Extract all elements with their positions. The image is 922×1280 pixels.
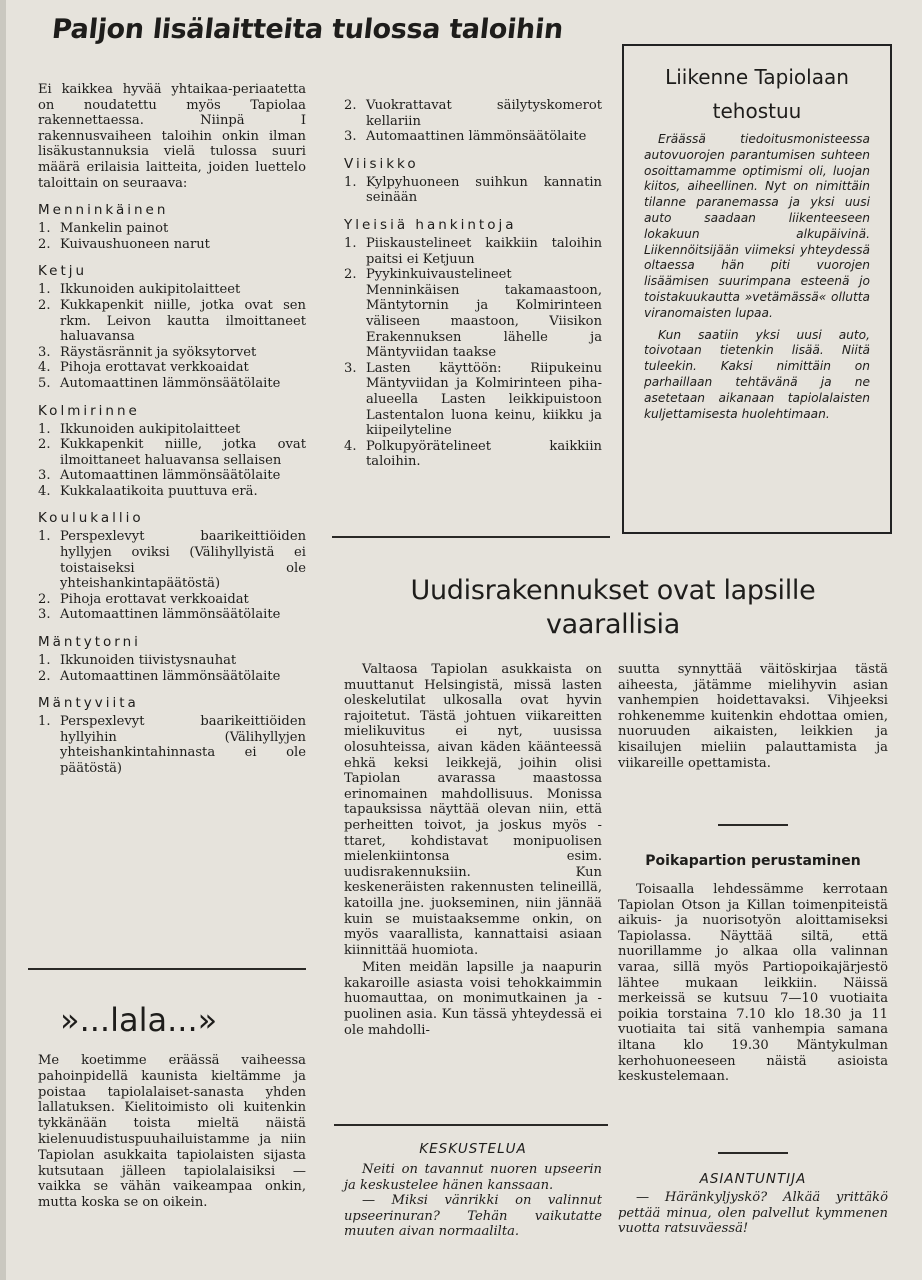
list-item-number: 2. [38,668,51,684]
list-item [38,237,306,253]
box-title-line1: Liikenne Tapiolaan [665,65,849,89]
section-list [344,236,602,470]
list-item [344,439,602,470]
section [38,201,306,252]
list-item-text: Ikkunoiden aukipitolaitteet [60,282,241,298]
middle-column-rule [332,536,610,538]
list-item [38,360,306,376]
list-item-number: 3. [38,344,51,360]
list-item-number: 4. [38,360,51,376]
article2-title-line1: Uudisrakennukset ovat lapsille [410,575,816,606]
article2-column-b [618,662,888,771]
page-edge [0,0,6,1280]
list-item-number: 2. [344,98,357,113]
list-item [38,221,306,237]
section-list [38,282,306,391]
box-title-line2: tehostuu [712,99,802,123]
list-item-text: Pyykinkuivaustelineet Menninkäisen takamaastoon, Mäntytornin ja Kolmirinteen väliseen maastoon, Viisikon Erakennuksen lähelle ja Mäntyviidan taakse [366,267,602,361]
section-title: Menninkäinen [38,202,169,219]
list-item [344,98,602,129]
list-item [38,653,306,669]
list-item [38,669,306,685]
list-item-text: Lasten käyttöön: Riipukeinu Mäntyviidan ja Kolmirinteen piha-alueella Lasten leikkipuistoon Lastentalon luona keinu, kiikku ja kiipeilyteline [366,360,602,439]
middle-column-top [344,96,602,470]
list-item [38,607,306,623]
list-item-number: 3. [38,468,51,484]
list-item-text: Pihoja erottavat verkkoaidat [60,591,249,607]
list-item-number: 1. [38,421,51,437]
article2-title-line2: vaarallisia [545,609,681,640]
list-item-text: Automaattinen lämmönsäätölaite [60,468,281,484]
list-item-number: 2. [344,267,357,283]
list-item-text: Vuokrattavat säilytyskomerot kellariin [366,98,602,129]
list-item-text: Kylpyhuoneen suihkun kannatin seinään [366,174,602,206]
lala-text: Me koetimme eräässä vaiheessa pahoinpidellä kaunista kieltämme ja poistaa tapiolalaiset-sanasta yhden lallatuksen. Kielitoimisto oli kuitenkin tykkänään toista mieltä näistä kielenuudistuspuuhailuistamme ja niin Tapiolan asukkaita tapiolaisten sijasta kutsutaan jälleen tapiolalaisiksi — vaikka se vähän vaikeampaa onkin, mutta koska se on oikein. [38,1053,306,1211]
intro-paragraph: Ei kaikkea hyvää yhtaikaa-periaatetta on noudatettu myös Tapiolaa rakennettaessa. Niinpä I rakennusvaiheen taloihin onkin ilman lisäkustannuksia vielä tulossa suuri määrä erilaisia laitteita, joiden luettelo taloittain on seuraava: [38,82,306,191]
section [38,262,306,391]
list-item-text: Kukkapenkit niille, jotka ovat ilmoittaneet haluavansa sellaisen [60,437,306,468]
list-item [38,484,306,500]
section-list [38,653,306,684]
list-item [344,175,602,206]
list-item-number: 2. [38,236,51,252]
traffic-box [622,44,892,534]
section-list [38,422,306,500]
article2-column-a [344,662,602,1038]
list-item [344,361,602,439]
scouts-text: Toisaalla lehdessämme kerrotaan Tapiolan Otson ja Killan toimenpiteistä aikuis- ja nuorisotyön aloittamiseksi Tapiolassa. Näyttää siltä, että nuorillamme jo alkaa olla valinnan varaa, sillä myös Partiopoikajärjestö lähtee mukaan leikkiin. Näissä merkeissä se kutsuu 7—10 vuotiaita poikia torstaina 7.10 klo 18.30 ja 11 vuotiaita tai sitä vanhempia samana iltana klo 19.30 Mäntykulman kerhohuoneeseen näistä asioista keskustelemaan. [618,882,888,1085]
list-item [38,437,306,468]
section-title: Ketju [38,263,88,280]
list-item-number: 1. [38,221,51,237]
list-item-number: 3. [344,360,357,376]
section-list [344,175,602,206]
list-item-number: 1. [38,714,51,730]
list-item [344,129,602,145]
list-item-text: Perspexlevyt baarikeittiöiden hyllyihin (Välihyllyjen yhteishankintahinnasta ei ole päätöstä) [60,714,306,776]
list-item-number: 4. [344,438,357,454]
short-rule-2 [718,1152,788,1154]
list-item-number: 1. [344,174,357,190]
list-item-text: Piiskaustelineet kaikkiin taloihin paitsi ei Ketjuun [366,235,602,267]
scouts-title: Poikapartion perustaminen [645,853,861,869]
list-item-text: Ikkunoiden tiivistysnauhat [60,653,237,669]
middle-continuation-list [344,98,602,145]
list-item [38,714,306,776]
list-item-number: 1. [38,529,51,545]
article2-title [330,574,896,642]
middle-sections [344,155,602,470]
list-item [344,267,602,361]
list-item-text: Automaattinen lämmönsäätölaite [60,668,281,684]
section [344,216,602,470]
keskustelua-line-2: — Miksi vänrikki on valinnut upseerinuran? Tehän vaikutatte muuten aivan normaalilta. [344,1193,602,1240]
keskustelua-title: KESKUSTELUA [419,1141,527,1157]
list-item-text: Perspexlevyt baarikeittiöiden hyllyjen oviksi (Välihyllyistä ei toistaiseksi ole yhteishankintapäätöstä) [60,529,306,592]
section [38,633,306,684]
keskustelua-box [344,1140,602,1240]
list-item-text: Pihoja erottavat verkkoaidat [60,360,249,376]
list-item-text: Polkupyörätelineet kaikkiin taloihin. [366,438,602,470]
section-title: Viisikko [344,155,419,172]
list-item-number: 2. [38,437,51,453]
list-item-number: 3. [38,607,51,623]
section [38,509,306,623]
list-item-number: 2. [38,591,51,607]
section [344,155,602,206]
list-item-text: Kukkalaatikoita puuttuva erä. [60,483,258,499]
list-item-text: Kukkapenkit niille, jotka ovat sen rkm. Leivon kautta ilmoittaneet haluavansa [60,297,306,345]
list-item-number: 2. [38,297,51,313]
box-paragraph-2: Kun saatiin yksi uusi auto, toivotaan tietenkin lisää. Niitä tuleekin. Kaksi nimittäin on parhaillaan tehtävänä ja ne asetetaan aikanaan tapiolalaisten kuljettamisesta huolehtimaan. [644,327,870,421]
list-item [38,468,306,484]
section-list [38,714,306,776]
list-item-number: 1. [38,282,51,298]
headline: Paljon lisälaitteita tulossa taloihin [50,14,565,45]
list-item-number: 4. [38,483,51,499]
section-title: Yleisiä hankintoja [344,216,517,233]
list-item-text: Kuivaushuoneen narut [60,236,210,252]
article2-paragraph-3: suutta synnyttää väitöskirjaa tästä aiheesta, jätämme mielihyvin asian vanhempien hoidettavaksi. Vihjeeksi rohkenemme kuitenkin ehdottaa omien, nuoruuden aikaisten, leikkien ja kisailujen mieliin palauttamista ja viikareille opettamista. [618,662,888,771]
keskustelua-rule [334,1124,608,1126]
list-item-number: 5. [38,375,51,391]
section-title: Koulukallio [38,510,144,527]
list-item-number: 3. [344,129,357,145]
list-item [344,236,602,267]
list-item [38,345,306,361]
section-title: Mäntyviita [38,695,139,712]
asiantuntija-text: — Häränkyljyskö? Alkää yrittäkö pettää minua, olen palvellut kymmenen vuotta ratsuväessä! [618,1190,888,1237]
list-item-text: Räystäsrännit ja syöksytorvet [60,344,257,360]
section [38,402,306,500]
section-list [38,221,306,252]
left-sections [38,201,306,776]
list-item-text: Automaattinen lämmönsäätölaite [366,129,587,145]
box-paragraph-1: Eräässä tiedoitusmonisteessa autovuorojen parantumisen suhteen osoittamamme optimismi oli, luojan kiitos, aiheellinen. Nyt on nimittäin tilanne paranemassa ja yksi uusi auto saadaan liikenteeseen lokakuun alkupäivinä. Liikennöitsijään viimeksi yhteydessä oltaessa hän piti vuorojen lisäämisen suurimpana esteenä jo toistakuukautta »vetämässä« ollutta viranomaisten lupaa. [644,132,870,320]
list-item [38,282,306,298]
list-item [38,592,306,608]
list-item [38,376,306,392]
article2-paragraph-2: Miten meidän lapsille ja naapurin kakaroille asiasta voisi tehokkaimmin huomauttaa, on monimutkainen ja -puolinen asia. Kun tässä yhteydessä ei ole mahdolli- [344,960,602,1038]
list-item-text: Mankelin painot [60,221,169,237]
section-title: Mäntytorni [38,634,141,651]
list-item-number: 1. [38,653,51,669]
section [38,694,306,776]
keskustelua-line-1: Neiti on tavannut nuoren upseerin ja keskustelee hänen kanssaan. [344,1162,602,1193]
list-item-number: 1. [344,235,357,251]
lala-title: »...lala...» [60,1001,218,1039]
left-column [38,82,306,777]
list-item [38,422,306,438]
list-item-text: Automaattinen lämmönsäätölaite [60,375,281,391]
section-list [38,529,306,623]
list-item-text: Ikkunoiden aukipitolaitteet [60,421,241,437]
asiantuntija-title: ASIANTUNTIJA [699,1171,807,1187]
left-column-rule [28,968,306,970]
article2-paragraph-1: Valtaosa Tapiolan asukkaista on muuttanut Helsingistä, missä lasten oleskelutilat ulkosalla ovat hyvin rajoitetut. Tästä johtuen viikareitten mielikuvitus ei nyt, uusissa olosuhteissa, aivan käden käänteessä ehkä keksi leikkejä, joihin olisi Tapiolan avarassa maastossa erinomainen mahdollisuus. Monissa tapauksissa näyttää olevan niin, että perheitten toivot, ja joskus myös -ttaret, kohdistavat monipuolisen mielenkiintonsa esim. uudisrakennuksiin. Kun keskeneräisten rakennusten telineillä, katoilla jne. juokseminen, niin jännää kuin se muistaaksemme onkin, on myös vaarallista, kannattaisi asiaan kiinnittää huomiota. [344,662,602,958]
list-item [38,298,306,345]
list-item-text: Automaattinen lämmönsäätölaite [60,607,281,623]
short-rule-1 [718,824,788,826]
list-item [38,529,306,591]
section-title: Kolmirinne [38,402,140,419]
